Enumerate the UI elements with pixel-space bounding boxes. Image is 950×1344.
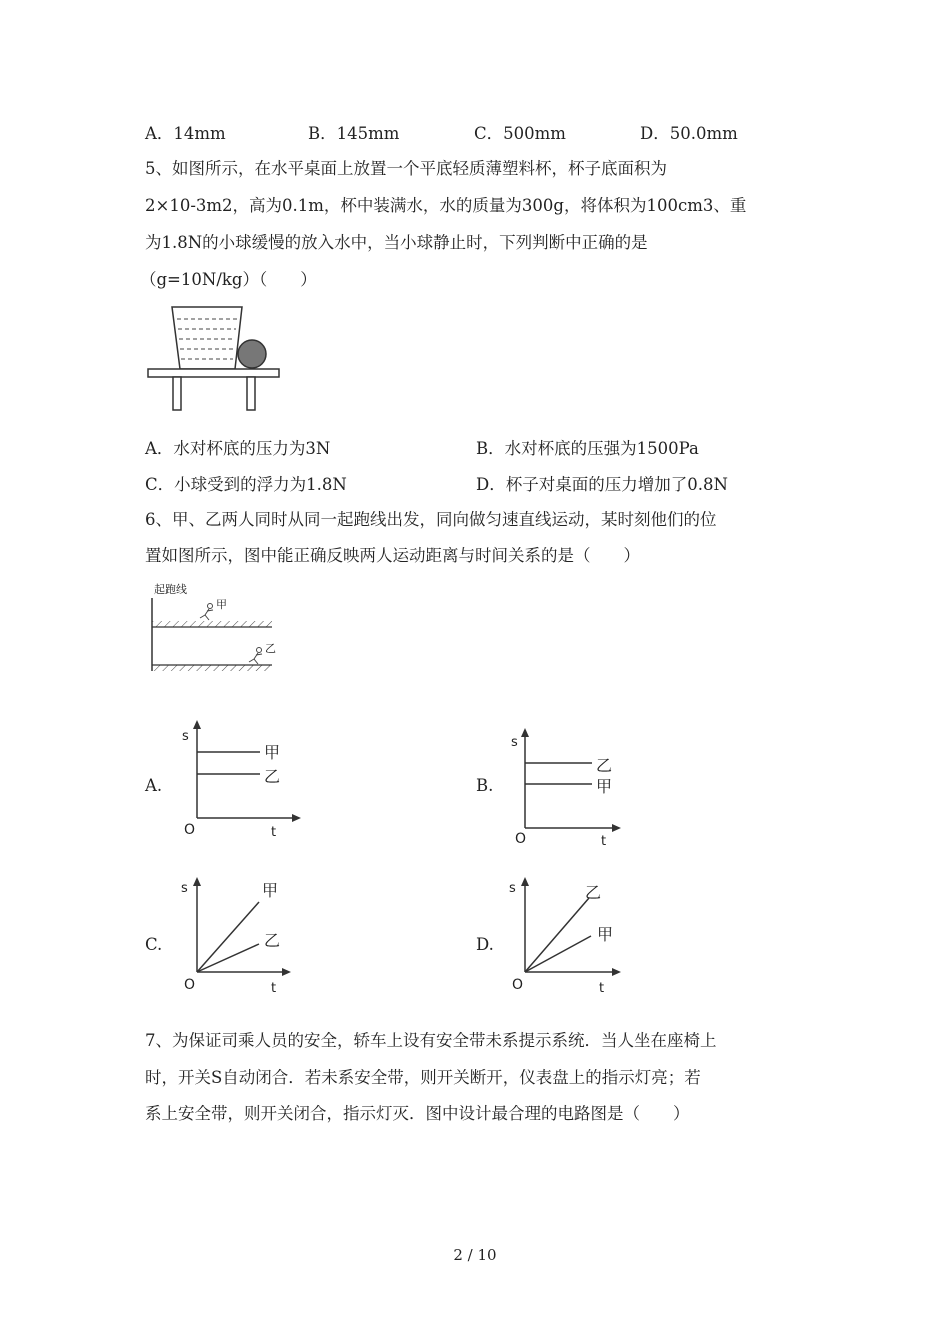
graph-d-line-steep [525, 898, 589, 972]
graph-d-axis-x: t [599, 981, 605, 996]
graph-a-axis-y: s [182, 729, 189, 744]
q7-line-2: 时，开关S自动闭合．若未系安全带，则开关断开，仪表盘上的指示灯亮；若 [145, 1068, 701, 1087]
graph-c-axis-y: s [181, 881, 188, 896]
graph-b-axis-x: t [601, 834, 607, 846]
q7-line-1: 7、为保证司乘人员的安全，轿车上设有安全带未系提示系统．当人坐在座椅上 [145, 1031, 717, 1050]
graph-d-line-shallow [525, 936, 591, 972]
graph-b-axis-y: s [511, 735, 518, 750]
graph-c-origin: O [184, 977, 196, 993]
q4-option-c: C．500mm [474, 124, 566, 143]
graph-d-axis-y: s [509, 881, 516, 896]
q5-option-a: A．水对杯底的压力为3N [145, 439, 331, 458]
q4-option-d: D．50.0mm [640, 124, 738, 143]
ball [238, 340, 266, 368]
runner-b-icon [249, 648, 262, 665]
graph-a-origin: O [184, 822, 196, 838]
runner-a-icon [200, 604, 213, 621]
graph-b-label-top: 乙 [596, 756, 613, 775]
q5-option-b: B．水对杯底的压强为1500Pa [476, 439, 699, 458]
q5-option-d: D．杯子对桌面的压力增加了0.8N [476, 475, 728, 494]
q5-option-c: C．小球受到的浮力为1.8N [145, 475, 347, 494]
graph-c-line-steep [197, 902, 259, 972]
cup-ball-table-figure [145, 302, 285, 414]
graph-c-axis-x: t [271, 981, 277, 996]
q4-option-a: A．14mm [145, 124, 226, 143]
graph-b-label-bottom: 甲 [596, 777, 613, 796]
start-line-label: 起跑线 [154, 583, 187, 596]
graph-a-label-top: 甲 [264, 743, 281, 762]
q7-line-3: 系上安全带，则开关闭合，指示灯灭．图中设计最合理的电路图是（ ） [145, 1104, 690, 1123]
graph-b [505, 726, 635, 846]
q5-line-1: 5、如图所示，在水平桌面上放置一个平底轻质薄塑料杯，杯子底面积为 [145, 159, 667, 178]
graph-a-label-bottom: 乙 [264, 767, 281, 786]
q4-option-b: B．145mm [308, 124, 400, 143]
q5-line-3: 为1.8N的小球缓慢的放入水中，当小球静止时，下列判断中正确的是 [145, 233, 648, 252]
graph-c-label-bottom: 乙 [264, 931, 281, 950]
graph-c-option-label: C. [145, 935, 163, 954]
graph-a-axis-x: t [271, 825, 277, 838]
q5-line-2: 2×10-3m2，高为0.1m，杯中装满水，水的质量为300g，将体积为100cm3、重 [145, 196, 747, 215]
graph-d-origin: O [512, 977, 524, 993]
graph-a [175, 718, 315, 838]
graph-b-origin: O [515, 831, 527, 846]
graph-c-line-shallow [197, 944, 259, 972]
graph-b-option-label: B. [476, 776, 494, 795]
runner-b-label: 乙 [265, 642, 276, 655]
q6-line-2: 置如图所示，图中能正确反映两人运动距离与时间关系的是（ ） [145, 546, 640, 565]
start-line-figure [145, 578, 280, 678]
q5-line-4: （g=10N/kg）（ ） [140, 270, 317, 289]
q6-line-1: 6、甲、乙两人同时从同一起跑线出发，同向做匀速直线运动，某时刻他们的位 [145, 510, 717, 529]
runner-a-label: 甲 [216, 598, 227, 611]
graph-d-option-label: D. [476, 935, 494, 954]
graph-a-option-label: A. [145, 776, 163, 795]
graph-c [175, 874, 315, 998]
graph-d-label-bottom: 甲 [597, 925, 614, 944]
graph-d [503, 874, 643, 998]
graph-c-label-top: 甲 [262, 881, 279, 900]
page-number: 2 / 10 [453, 1246, 497, 1264]
graph-d-label-top: 乙 [585, 883, 602, 902]
